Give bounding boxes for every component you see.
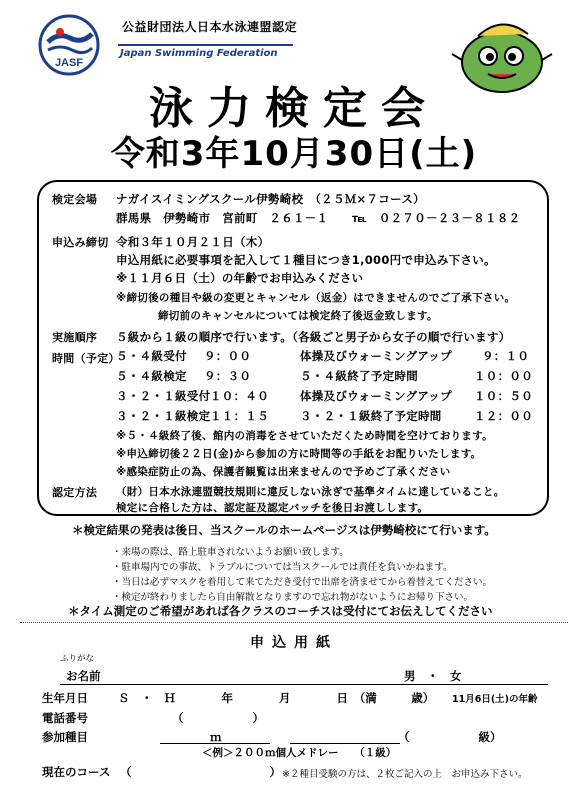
schedule-time: １０：４０	[210, 389, 269, 403]
method-text: 検定に合格した方は、認定証及認定バッチを後日お渡しします。	[116, 502, 429, 514]
org-name-en: Japan Swimming Federation	[120, 48, 278, 59]
schedule-time: ９：１０	[482, 349, 530, 363]
org-name-jp: 公益財団法人日本水泳連盟認定	[122, 20, 298, 34]
event-label: 参加種目	[42, 730, 88, 744]
time-note: ※感染症防止の為、保護者観覧は出来ませんので予めご了承ください	[116, 466, 451, 478]
bullet-note: ・駐車場内での事故、トラブルについては当スクールでは責任を負いかねます。	[112, 562, 453, 573]
event-date: 令和3年10月30日(土)	[110, 134, 478, 174]
birthdate-note: 11月6日(土)の年齢	[452, 694, 538, 705]
divider	[118, 44, 293, 46]
schedule-time: ９：３０	[204, 369, 252, 383]
schedule-item: ５・４級検定	[116, 369, 187, 383]
time-label: 時間（予定）	[52, 352, 120, 365]
schedule-time: ９：００	[204, 349, 252, 363]
gender-field[interactable]: 男 ・ 女	[404, 669, 462, 683]
event-meters: ｍ	[210, 730, 222, 744]
logo-text: JASF	[54, 57, 84, 69]
schedule-time: １２：００	[474, 409, 533, 423]
deadline-note: 締切前のキャンセルについては検定終了後返金致します。	[158, 310, 438, 322]
schedule-time: １０：００	[474, 369, 533, 383]
form-title: 申込用紙	[250, 635, 338, 651]
birthdate-label: 生年月日	[42, 691, 88, 705]
method-text: （財）日本水泳連盟競技規則に違反しない泳ぎで基準タイムに達していること。	[116, 486, 505, 498]
schedule-time: １０：５０	[474, 389, 533, 403]
page-title: 泳力検定会	[149, 83, 439, 134]
order-text: ５級から１級の順序で行います。（各級ごと男子から女子の順で行います）	[116, 330, 511, 344]
event-field[interactable]	[290, 743, 400, 744]
furigana-label: ふりがな	[60, 654, 95, 664]
course-note: ※２種目受験の方は、２枚ご記入の上 お申込み下さい。	[282, 769, 528, 780]
time-note: ※５・４級終了後、館内の消毒をさせていただくため時間を空けております。	[116, 430, 493, 442]
course-label: 現在のコース	[42, 765, 111, 779]
schedule-item: ５・４級終了予定時間	[300, 369, 418, 383]
event-example: ＜例＞２００ｍ個人メドレー （１級）	[202, 747, 397, 759]
bullet-note: ・来場の際は、路上駐車されないようお願い致します。	[112, 547, 349, 558]
time-note: ※申込締切後２２日(金)から参加の方に時間等の手紙をお配りいたします。	[116, 448, 482, 460]
course-field[interactable]: （ ）	[120, 765, 281, 779]
phone-label: 電話番号	[42, 711, 88, 725]
event-grade-field[interactable]: （ 級）	[398, 730, 502, 744]
phone-field[interactable]: （ ）	[172, 711, 264, 725]
time-request-note: ＊タイム測定のご希望があれば各クラスのコーチスは受付にてお伝えしてください	[68, 604, 493, 618]
bullet-note: ・検定が終わりましたら自由解散となりますので忘れ物がないようにお帰り下さい。	[112, 592, 474, 603]
deadline-label: 申込み締切	[52, 236, 109, 249]
schedule-item: 体操及びウォーミングアップ	[300, 349, 452, 363]
jasf-logo	[38, 14, 100, 76]
schedule-time: １１：１５	[210, 409, 269, 423]
deadline-note: ※１１月６日（土）の年齢でお申込みください	[116, 271, 364, 285]
deadline-note: ※締切後の種目や級の変更とキャンセル（返金）はできませんのでご了承下さい。	[116, 292, 516, 304]
venue-name: ナガイスイミングスクール伊勢崎校 （２５Ｍ×７コース）	[116, 192, 425, 206]
name-field[interactable]	[60, 684, 548, 685]
birthdate-field[interactable]: Ｓ ・ Ｈ 年 月 日 （満 歳）	[118, 691, 435, 705]
method-label: 認定方法	[52, 486, 98, 499]
schedule-item: 体操及びウォーミングアップ	[300, 389, 452, 403]
cut-line	[20, 622, 568, 623]
name-label: お名前	[66, 669, 101, 683]
bullet-note: ・当日は必ずマスクを着用して来てただき受付で出席を済ませてから着替えてください。	[112, 577, 493, 588]
order-label: 実施順序	[52, 331, 98, 344]
venue-address: 群馬県 伊勢崎市 宮前町 ２６１－１ ℡ ０２７０－２３－８１８２	[116, 211, 521, 225]
deadline-date: 令和３年１０月２１日（木）	[116, 235, 270, 249]
schedule-item: ３・２・１級終了予定時間	[300, 409, 442, 423]
deadline-note: 申込用紙に必要事項を記入して１種目につき1,000円で申込み下さい。	[116, 253, 496, 267]
venue-label: 検定会場	[52, 193, 98, 206]
results-note: ＊検定結果の発表は後日、当スクールのホームページスは伊勢崎校にて行います。	[72, 523, 496, 537]
schedule-item: ５・４級受付	[116, 349, 187, 363]
schedule-item: ３・２・１級受付	[116, 389, 211, 403]
schedule-item: ３・２・１級検定	[116, 409, 211, 423]
